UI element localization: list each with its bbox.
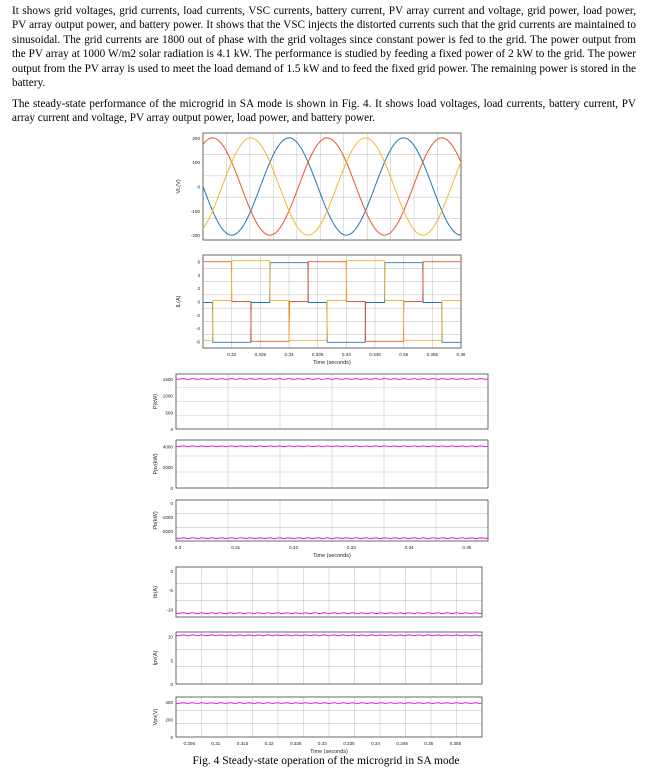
y-tick-label: -10 [166,607,173,613]
y-tick-label: 5 [170,658,173,664]
x-tick-label: 0.34 [341,352,351,357]
body-paragraph-1: It shows grid voltages, grid currents, load currents, VSC currents, battery current, PV array current and voltage, grid power, load power, PV array output power, and battery power. It shows that the VSC injects the distorted currents such that the grid currents are maintained to sinusoidal. The grid currents are 1800 out of phase with the grid voltages since constant power is fed to the grid. The power output from the PV array at 1000 W/m2 solar radiation is 4.1 kW. The performance is studied by feeding a fixed power of 2 kW to the grid. The power output from the PV array is used to meet the load demand of 1.5 kW and to feed the fixed grid power. The remaining power is stored in the battery. [12,5,636,90]
y-tick-label: -100 [190,208,200,214]
y-axis-label: Ib(A) [153,586,159,598]
x-tick-label: 0.355 [426,352,439,357]
x-tick-label: 0.35 [424,741,434,746]
y-tick-label: 4 [197,272,200,278]
x-tick-label: 0.33 [346,545,356,550]
y-tick-label: -2 [195,312,200,318]
x-axis-label: Time (seconds) [313,553,351,559]
x-tick-label: 0.305 [183,741,196,746]
x-tick-label: 0.35 [399,352,409,357]
x-tick-label: 0.315 [236,741,249,746]
current-trace-phase-2 [203,262,461,342]
y-tick-label: -2000 [161,529,173,535]
y-tick-label: 1500 [162,377,173,382]
y-tick-label: 100 [192,160,200,166]
y-tick-label: 2 [197,286,200,292]
x-tick-label: 0.31 [231,545,241,550]
y-axis-label: VL(V) [176,179,182,194]
y-axis-label: P(kW) [153,393,159,410]
y-tick-label: 400 [165,700,173,706]
y-tick-label: 0 [170,682,173,687]
figure-caption: Fig. 4 Steady-state operation of the microgrid in SA mode [192,755,460,767]
y-tick-label: 200 [165,717,173,723]
x-axis-label: Time (seconds) [310,749,348,755]
y-axis-label: Vpv(V) [153,708,159,726]
y-tick-label: 1000 [162,393,173,399]
x-tick-label: 0.345 [369,352,381,357]
y-tick-label: 0 [170,486,173,491]
y-tick-label: -6 [195,339,200,345]
x-tick-label: 0.32 [289,545,299,550]
x-axis-label: Time (seconds) [313,360,351,366]
x-tick-label: 0.355 [449,741,462,746]
x-tick-label: 0.325 [289,741,302,746]
x-tick-label: 0.325 [254,352,267,357]
y-axis-label: Ipv(A) [153,650,159,666]
y-tick-label: -4 [195,326,200,332]
x-tick-label: 0.32 [264,741,274,746]
y-tick-label: 0 [170,735,173,740]
y-tick-label: 0 [170,427,173,432]
y-tick-label: 500 [165,410,173,416]
y-tick-label: -200 [190,233,200,239]
y-tick-label: 2000 [162,465,173,471]
y-tick-label: -1000 [161,514,173,520]
x-tick-label: 0.335 [343,741,355,746]
y-tick-label: 0 [197,184,200,190]
x-tick-label: 0.345 [396,741,408,746]
x-tick-label: 0.35 [462,545,472,550]
current-trace-phase-1 [203,263,461,343]
body-paragraph-2: The steady-state performance of the microgrid in SA mode is shown in Fig. 4. It shows load voltages, load currents, battery current, PV array current and voltage, PV array output power, load power, and battery power. [12,98,636,125]
x-tick-label: 0.34 [371,741,381,746]
y-tick-label: 4000 [162,444,173,450]
y-tick-label: 10 [167,634,173,640]
y-axis-label: Ppv(kW) [153,453,159,475]
x-tick-label: 0.3 [174,545,182,550]
x-tick-label: 0.32 [227,352,237,357]
x-tick-label: 0.33 [284,352,294,357]
y-axis-label: Pb(kW) [153,511,159,530]
y-tick-label: 6 [197,259,200,265]
x-tick-label: 0.34 [404,545,414,550]
y-tick-label: 200 [192,135,200,141]
y-axis-label: IL(A) [176,295,182,308]
y-tick-label: 0 [170,500,173,506]
x-tick-label: 0.31 [211,741,221,746]
y-tick-label: 0 [197,299,200,305]
x-tick-label: 0.36 [456,352,466,357]
x-tick-label: 0.335 [311,352,324,357]
x-tick-label: 0.33 [317,741,327,746]
y-tick-label: 0 [170,568,173,574]
y-tick-label: -5 [168,588,173,594]
